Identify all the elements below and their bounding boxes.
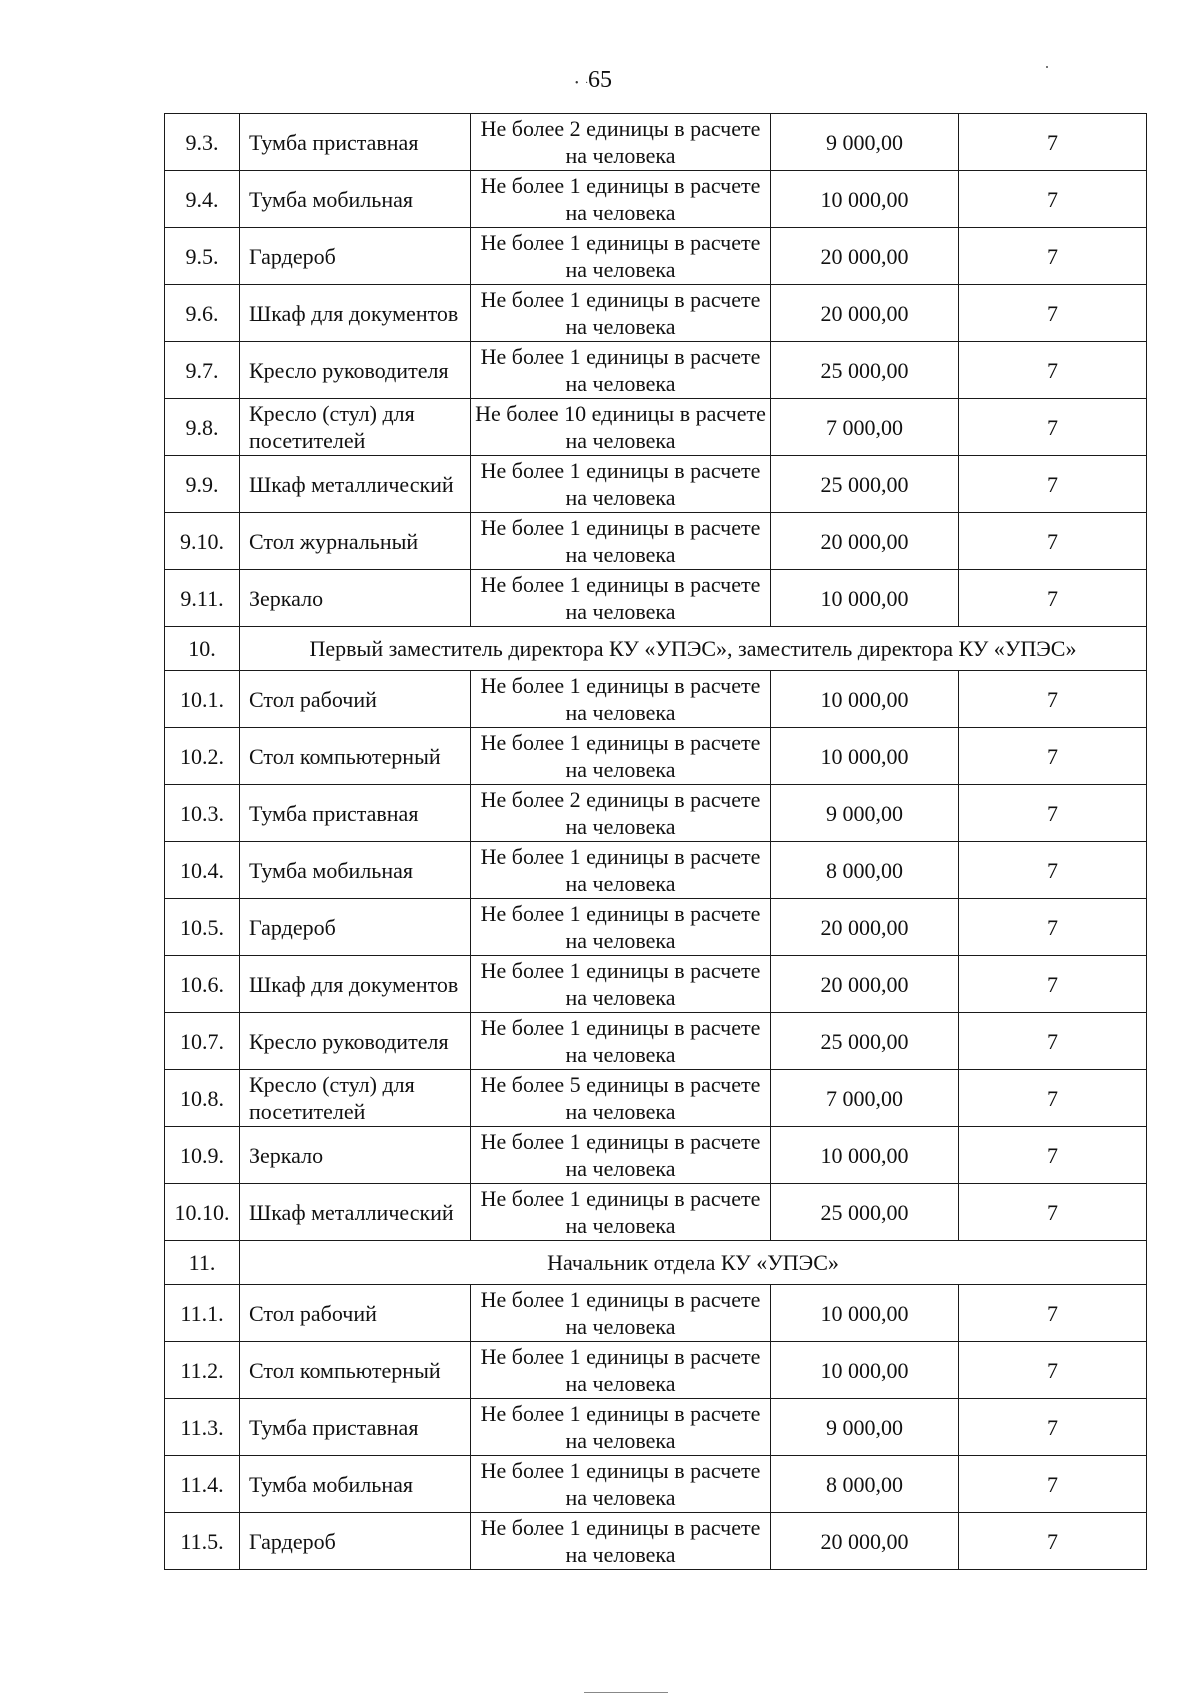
price-cell: 10 000,00 — [771, 1285, 959, 1342]
quantity-norm-cell: Не более 1 единицы в расчете на человека — [471, 1513, 771, 1570]
item-name-cell: Шкаф металлический — [240, 456, 471, 513]
item-number-cell: 10.10. — [165, 1184, 240, 1241]
quantity-norm-cell: Не более 1 единицы в расчете на человека — [471, 728, 771, 785]
service-life-cell: 7 — [959, 1513, 1147, 1570]
price-cell: 10 000,00 — [771, 1127, 959, 1184]
item-number-cell: 11.5. — [165, 1513, 240, 1570]
price-cell: 25 000,00 — [771, 456, 959, 513]
quantity-norm-cell: Не более 1 единицы в расчете на человека — [471, 842, 771, 899]
table-row — [165, 728, 1147, 785]
item-name-cell: Стол компьютерный — [240, 728, 471, 785]
item-number-cell: 9.4. — [165, 171, 240, 228]
service-life-cell: 7 — [959, 842, 1147, 899]
item-number-cell: 9.10. — [165, 513, 240, 570]
price-cell: 25 000,00 — [771, 342, 959, 399]
item-name-cell: Гардероб — [240, 228, 471, 285]
quantity-norm-cell: Не более 1 единицы в расчете на человека — [471, 342, 771, 399]
item-number-cell: 11.1. — [165, 1285, 240, 1342]
item-number-cell: 10.9. — [165, 1127, 240, 1184]
price-cell: 20 000,00 — [771, 956, 959, 1013]
scan-artifact-mark: • · — [575, 78, 591, 89]
table-row — [165, 456, 1147, 513]
table-row — [165, 342, 1147, 399]
price-cell: 9 000,00 — [771, 785, 959, 842]
table-row — [165, 285, 1147, 342]
item-number-cell: 9.8. — [165, 399, 240, 456]
item-number-cell: 9.11. — [165, 570, 240, 627]
item-name-cell: Тумба приставная — [240, 785, 471, 842]
table-body — [165, 114, 1147, 1570]
quantity-norm-cell: Не более 5 единицы в расчете на человека — [471, 1070, 771, 1127]
price-cell: 7 000,00 — [771, 1070, 959, 1127]
item-name-cell: Кресло руководителя — [240, 342, 471, 399]
table-row — [165, 1513, 1147, 1570]
price-cell: 9 000,00 — [771, 1399, 959, 1456]
service-life-cell: 7 — [959, 1184, 1147, 1241]
price-cell: 20 000,00 — [771, 228, 959, 285]
item-name-cell: Тумба приставная — [240, 1399, 471, 1456]
item-number-cell: 10.2. — [165, 728, 240, 785]
table-row — [165, 171, 1147, 228]
item-number-cell: 10.3. — [165, 785, 240, 842]
item-name-cell: Кресло (стул) для посетителей — [240, 399, 471, 456]
item-number-cell: 11.4. — [165, 1456, 240, 1513]
table-row — [165, 1127, 1147, 1184]
page-number: 65 — [588, 67, 612, 93]
quantity-norm-cell: Не более 1 единицы в расчете на человека — [471, 456, 771, 513]
price-cell: 8 000,00 — [771, 842, 959, 899]
price-cell: 8 000,00 — [771, 1456, 959, 1513]
item-name-cell: Зеркало — [240, 1127, 471, 1184]
quantity-norm-cell: Не более 10 единицы в расчете на человека — [471, 399, 771, 456]
table-row — [165, 671, 1147, 728]
table-row — [165, 785, 1147, 842]
price-cell: 20 000,00 — [771, 1513, 959, 1570]
table-row — [165, 1399, 1147, 1456]
furniture-norms-table — [164, 113, 1147, 1570]
item-name-cell: Кресло (стул) для посетителей — [240, 1070, 471, 1127]
price-cell: 25 000,00 — [771, 1184, 959, 1241]
quantity-norm-cell: Не более 1 единицы в расчете на человека — [471, 228, 771, 285]
item-name-cell: Гардероб — [240, 899, 471, 956]
item-name-cell: Зеркало — [240, 570, 471, 627]
service-life-cell: 7 — [959, 728, 1147, 785]
price-cell: 10 000,00 — [771, 570, 959, 627]
section-row — [165, 627, 1147, 671]
service-life-cell: 7 — [959, 1013, 1147, 1070]
item-name-cell: Стол компьютерный — [240, 1342, 471, 1399]
table-row — [165, 114, 1147, 171]
service-life-cell: 7 — [959, 1070, 1147, 1127]
section-row — [165, 1241, 1147, 1285]
quantity-norm-cell: Не более 1 единицы в расчете на человека — [471, 1456, 771, 1513]
table-row — [165, 570, 1147, 627]
service-life-cell: 7 — [959, 114, 1147, 171]
service-life-cell: 7 — [959, 513, 1147, 570]
price-cell: 10 000,00 — [771, 671, 959, 728]
service-life-cell: 7 — [959, 399, 1147, 456]
item-number-cell: 10.7. — [165, 1013, 240, 1070]
section-title: Начальник отдела КУ «УПЭС» — [240, 1241, 1147, 1285]
quantity-norm-cell: Не более 1 единицы в расчете на человека — [471, 171, 771, 228]
item-number-cell: 9.5. — [165, 228, 240, 285]
price-cell: 10 000,00 — [771, 728, 959, 785]
service-life-cell: 7 — [959, 785, 1147, 842]
service-life-cell: 7 — [959, 456, 1147, 513]
quantity-norm-cell: Не более 1 единицы в расчете на человека — [471, 570, 771, 627]
price-cell: 7 000,00 — [771, 399, 959, 456]
service-life-cell: 7 — [959, 671, 1147, 728]
quantity-norm-cell: Не более 1 единицы в расчете на человека — [471, 899, 771, 956]
price-cell: 25 000,00 — [771, 1013, 959, 1070]
scan-artifact-rule — [584, 1692, 668, 1693]
table-row — [165, 399, 1147, 456]
item-name-cell: Шкаф металлический — [240, 1184, 471, 1241]
table-row — [165, 1013, 1147, 1070]
item-number-cell: 10.4. — [165, 842, 240, 899]
item-number-cell: 9.6. — [165, 285, 240, 342]
item-number-cell: 11.2. — [165, 1342, 240, 1399]
section-number: 11. — [165, 1241, 240, 1285]
quantity-norm-cell: Не более 1 единицы в расчете на человека — [471, 1342, 771, 1399]
item-number-cell: 10.5. — [165, 899, 240, 956]
service-life-cell: 7 — [959, 899, 1147, 956]
item-number-cell: 10.1. — [165, 671, 240, 728]
item-name-cell: Тумба приставная — [240, 114, 471, 171]
item-number-cell: 9.9. — [165, 456, 240, 513]
price-cell: 10 000,00 — [771, 1342, 959, 1399]
item-name-cell: Кресло руководителя — [240, 1013, 471, 1070]
table-row — [165, 1342, 1147, 1399]
service-life-cell: 7 — [959, 1456, 1147, 1513]
price-cell: 20 000,00 — [771, 285, 959, 342]
service-life-cell: 7 — [959, 285, 1147, 342]
item-number-cell: 11.3. — [165, 1399, 240, 1456]
table-row — [165, 1070, 1147, 1127]
service-life-cell: 7 — [959, 1285, 1147, 1342]
item-name-cell: Тумба мобильная — [240, 171, 471, 228]
quantity-norm-cell: Не более 1 единицы в расчете на человека — [471, 1184, 771, 1241]
price-cell: 9 000,00 — [771, 114, 959, 171]
section-number: 10. — [165, 627, 240, 671]
item-name-cell: Гардероб — [240, 1513, 471, 1570]
price-cell: 20 000,00 — [771, 513, 959, 570]
table-row — [165, 899, 1147, 956]
quantity-norm-cell: Не более 1 единицы в расчете на человека — [471, 1127, 771, 1184]
item-name-cell: Стол журнальный — [240, 513, 471, 570]
item-number-cell: 10.8. — [165, 1070, 240, 1127]
service-life-cell: 7 — [959, 1399, 1147, 1456]
table-row — [165, 842, 1147, 899]
section-title: Первый заместитель директора КУ «УПЭС», заместитель директора КУ «УПЭС» — [240, 627, 1147, 671]
item-number-cell: 10.6. — [165, 956, 240, 1013]
item-name-cell: Шкаф для документов — [240, 956, 471, 1013]
quantity-norm-cell: Не более 1 единицы в расчете на человека — [471, 1285, 771, 1342]
service-life-cell: 7 — [959, 171, 1147, 228]
table-row — [165, 956, 1147, 1013]
table-row — [165, 513, 1147, 570]
quantity-norm-cell: Не более 1 единицы в расчете на человека — [471, 1399, 771, 1456]
table-row — [165, 1456, 1147, 1513]
table-row — [165, 1184, 1147, 1241]
quantity-norm-cell: Не более 1 единицы в расчете на человека — [471, 285, 771, 342]
service-life-cell: 7 — [959, 228, 1147, 285]
service-life-cell: 7 — [959, 1342, 1147, 1399]
quantity-norm-cell: Не более 1 единицы в расчете на человека — [471, 1013, 771, 1070]
price-cell: 20 000,00 — [771, 899, 959, 956]
service-life-cell: 7 — [959, 342, 1147, 399]
item-name-cell: Тумба мобильная — [240, 842, 471, 899]
quantity-norm-cell: Не более 1 единицы в расчете на человека — [471, 513, 771, 570]
service-life-cell: 7 — [959, 570, 1147, 627]
table-row — [165, 228, 1147, 285]
quantity-norm-cell: Не более 2 единицы в расчете на человека — [471, 114, 771, 171]
item-name-cell: Стол рабочий — [240, 1285, 471, 1342]
quantity-norm-cell: Не более 1 единицы в расчете на человека — [471, 956, 771, 1013]
item-name-cell: Шкаф для документов — [240, 285, 471, 342]
service-life-cell: 7 — [959, 1127, 1147, 1184]
price-cell: 10 000,00 — [771, 171, 959, 228]
quantity-norm-cell: Не более 2 единицы в расчете на человека — [471, 785, 771, 842]
item-name-cell: Стол рабочий — [240, 671, 471, 728]
item-number-cell: 9.3. — [165, 114, 240, 171]
service-life-cell: 7 — [959, 956, 1147, 1013]
item-number-cell: 9.7. — [165, 342, 240, 399]
table-row — [165, 1285, 1147, 1342]
quantity-norm-cell: Не более 1 единицы в расчете на человека — [471, 671, 771, 728]
item-name-cell: Тумба мобильная — [240, 1456, 471, 1513]
